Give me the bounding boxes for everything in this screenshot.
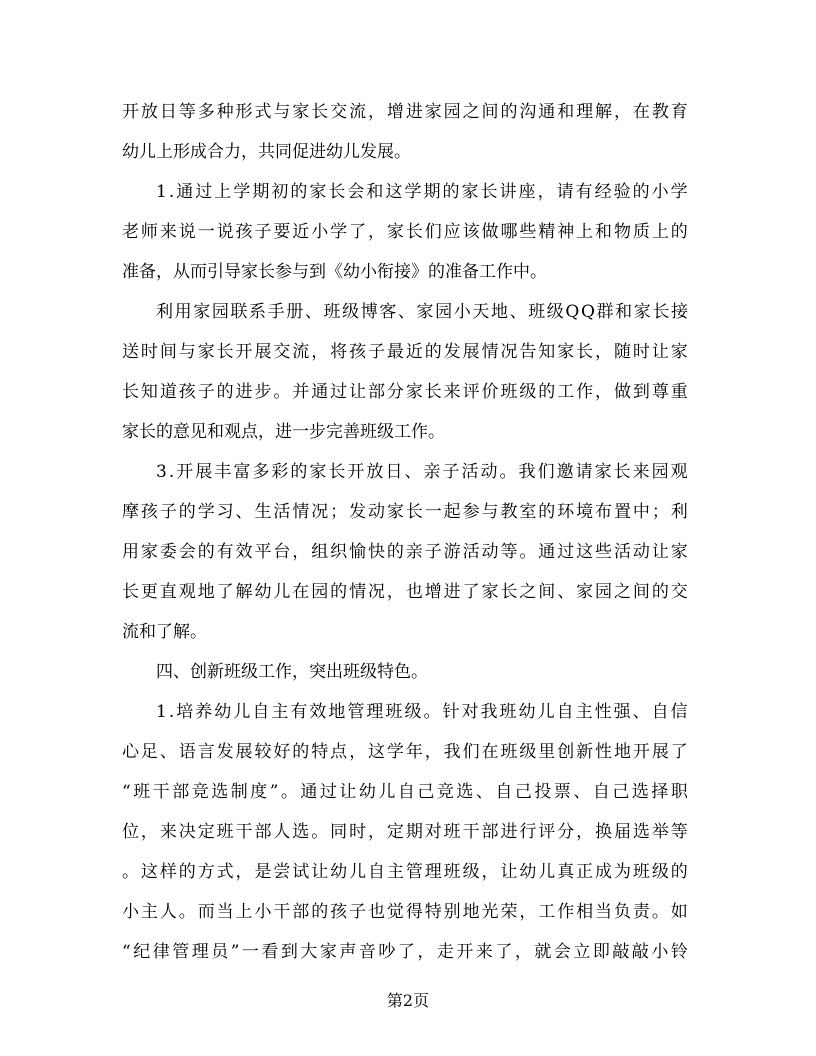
text-line: 心 足 、 语 言 发 展 较 好 的 特 点 ， 这 学 年 ， 我 们 在 班 级 里 创 新 性 地 开 展 了 xyxy=(122,742,688,762)
text-line: 家长的意见和观点，进一步完善班级工作。 xyxy=(122,422,445,442)
paragraph xyxy=(122,92,688,172)
text-line: 3 . 开 展 丰 富 多 彩 的 家 长 开 放 日 、 亲 子 活 动 。 我 们 邀 请 家 长 来 园 观 xyxy=(156,462,688,482)
paragraph xyxy=(122,292,688,452)
text-line: 位 ， 来 决 定 班 干 部 人 选 。 同 时 ， 定 期 对 班 干 部 进 行 评 分 ， 换 届 选 举 等 xyxy=(122,822,688,842)
text-line: 开 放 日 等 多 种 形 式 与 家 长 交 流 ， 增 进 家 园 之 间 的 沟 通 和 理 解 ， 在 教 育 xyxy=(122,102,688,122)
paragraph xyxy=(122,172,688,292)
text-line: 流和了解。 xyxy=(122,622,207,642)
text-line: 准备，从而引导家长参与到《幼小衔接》的准备工作中。 xyxy=(122,262,547,282)
text-line: “ 班 干 部 竞 选 制 度 ” 。 通 过 让 幼 儿 自 己 竞 选 、 自 己 投 票 、 自 己 选 择 职 xyxy=(122,782,688,802)
text-line: 四、创新班级工作，突出班级特色。 xyxy=(156,662,428,682)
text-line: 长 更 直 观 地 了 解 幼 儿 在 园 的 情 况 ， 也 增 进 了 家 长 之 间 、 家 园 之 间 的 交 xyxy=(122,582,688,602)
text-line: 送 时 间 与 家 长 开 展 交 流 ， 将 孩 子 最 近 的 发 展 情 况 告 知 家 长 ， 随 时 让 家 xyxy=(122,342,688,362)
text-line: 。 这 样 的 方 式 ， 是 尝 试 让 幼 儿 自 主 管 理 班 级 ， 让 幼 儿 真 正 成 为 班 级 的 xyxy=(122,862,688,882)
paragraph xyxy=(122,652,688,692)
paragraph xyxy=(122,452,688,652)
text-line: 长 知 道 孩 子 的 进 步 。 并 通 过 让 部 分 家 长 来 评 价 班 级 的 工 作 ， 做 到 尊 重 xyxy=(122,382,688,402)
text-line: “ 纪 律 管 理 员 ” 一 看 到 大 家 声 音 吵 了 ， 走 开 来 了 ， 就 会 立 即 敲 敲 小 铃 xyxy=(122,942,688,962)
page-number: 第2页 xyxy=(386,991,430,1010)
paragraph xyxy=(122,692,688,972)
text-line: 1 . 通 过 上 学 期 初 的 家 长 会 和 这 学 期 的 家 长 讲 座 ， 请 有 经 验 的 小 学 xyxy=(156,182,688,202)
text-line: 小 主 人 。 而 当 上 小 干 部 的 孩 子 也 觉 得 特 别 地 光 荣 ， 工 作 相 当 负 责 。 如 xyxy=(122,902,688,922)
text-line: 摩 孩 子 的 学 习 、 生 活 情 况 ； 发 动 家 长 一 起 参 与 教 室 的 环 境 布 置 中 ； 利 xyxy=(122,502,688,522)
page-body xyxy=(122,92,688,972)
text-line: 老 师 来 说 一 说 孩 子 要 近 小 学 了 ， 家 长 们 应 该 做 哪 些 精 神 上 和 物 质 上 的 xyxy=(122,222,688,242)
text-line: 幼儿上形成合力，共同促进幼儿发展。 xyxy=(122,142,411,162)
text-line: 利 用 家 园 联 系 手 册 、 班 级 博 客 、 家 园 小 天 地 、 班 级 Q Q 群 和 家 长 接 xyxy=(156,302,688,322)
text-line: 1 . 培 养 幼 儿 自 主 有 效 地 管 理 班 级 。 针 对 我 班 幼 儿 自 主 性 强 、 自 信 xyxy=(156,702,688,722)
text-line: 用 家 委 会 的 有 效 平 台 ， 组 织 愉 快 的 亲 子 游 活 动 等 。 通 过 这 些 活 动 让 家 xyxy=(122,542,688,562)
